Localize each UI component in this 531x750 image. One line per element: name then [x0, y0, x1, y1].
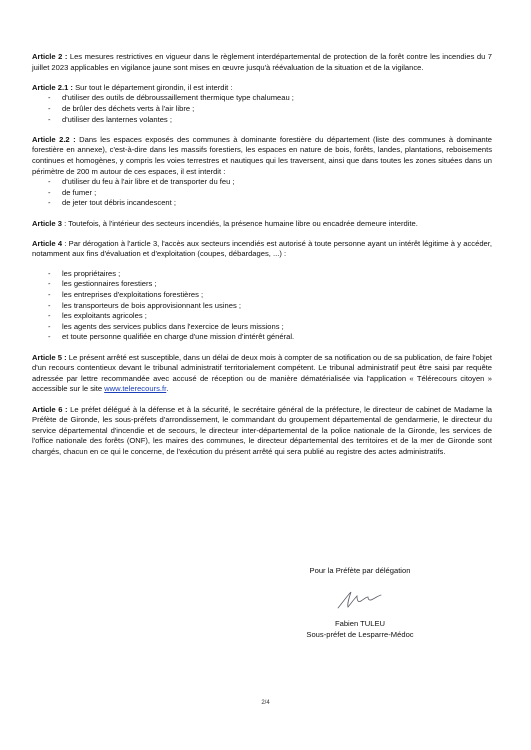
article-2-2-list	[32, 177, 492, 209]
list-item: - de fumer ;	[48, 188, 492, 199]
list-item: - d'utiliser du feu à l'air libre et de transporter du feu ;	[48, 177, 492, 188]
article-2-1	[32, 83, 492, 125]
list-item: - les gestionnaires forestiers ;	[48, 279, 492, 290]
document-body	[32, 52, 492, 467]
list-item: - de brûler des déchets verts à l'air libre ;	[48, 104, 492, 115]
article-5	[32, 353, 492, 395]
list-item: - de jeter tout débris incandescent ;	[48, 198, 492, 209]
list-item: - d'utiliser des lanternes volantes ;	[48, 115, 492, 126]
article-2-1-list	[32, 93, 492, 125]
list-item: - les transporteurs de bois approvisionnant les usines ;	[48, 301, 492, 312]
article-5-text: Le présent arrêté est susceptible, dans un délai de deux mois à compter de sa notification ou de sa publication, de faire l'objet d'un recours contentieux devant le tribunal administratif territorialement compétent. Le tribunal administratif peut être saisi par requête adressée par lettre recommandée avec accusé de réception ou de manière dématérialisée via l'application « Télérecours citoyen » accessible sur le site	[32, 352, 492, 394]
list-item: - les propriétaires ;	[48, 269, 492, 280]
article-5-tail: .	[166, 384, 169, 394]
article-2-1-text: Sur tout le département girondin, il est interdit :	[72, 82, 233, 92]
list-item: - les agents des services publics dans l'exercice de leurs missions ;	[48, 322, 492, 333]
article-2-2-label: Article 2.2 :	[32, 134, 76, 144]
signature-delegation: Pour la Préfète par délégation	[309, 566, 411, 575]
article-4-list	[32, 269, 492, 343]
article-4-label: Article 4	[32, 238, 63, 248]
article-5-label: Article 5 :	[32, 352, 67, 362]
signature-name: Fabien TULEU	[334, 619, 386, 628]
telerecours-link[interactable]: www.telerecours.fr	[104, 384, 167, 394]
signature-scribble	[335, 588, 385, 612]
article-2-1-label: Article 2.1 :	[32, 82, 73, 92]
article-6-text: Le préfet délégué à la défense et à la sécurité, le secrétaire général de la préfecture, le directeur de cabinet de Madame la Préfète de Gironde, les sous-préfets d'arrondissement, le commandant du groupement départemental de gendarmerie, le directeur du service départemental d'incendie et de secours, le directeur inter-départemental de la police nationale de la Gironde, les services de l'office nationale des forêts (ONF), les maires des communes, le directeur départemental des territoires et de la mer de Gironde sont chargés, chacun en ce qui le concerne, de l'exécution du présent arrêté qui sera publié au registre des actes administratifs.	[32, 404, 492, 456]
article-2	[32, 52, 492, 73]
article-3-label: Article 3	[32, 218, 62, 228]
page-number: 2/4	[261, 700, 270, 706]
article-3	[32, 219, 492, 230]
signature-title: Sous-préfet de Lesparre-Médoc	[306, 630, 414, 639]
list-item: - les entreprises d'exploitations forestières ;	[48, 290, 492, 301]
article-2-2-text: Dans les espaces exposés des communes à dominante forestière du département (liste des communes à dominante forestière en annexe), c'est-à-dire dans les massifs forestiers, les espaces en nature de bois, forêts, landes, plantations, reboisements continues et homogènes, y compris les voies terrestres et nautiques qui les traversent, ainsi que dans toutes les zones situées dans un périmètre de 200 m autour de ces espaces, il est interdit :	[32, 134, 492, 176]
list-item: - d'utiliser des outils de débroussaillement thermique type chalumeau ;	[48, 93, 492, 104]
article-6-label: Article 6 :	[32, 404, 68, 414]
list-item: - les exploitants agricoles ;	[48, 311, 492, 322]
list-item: - et toute personne qualifiée en charge d'une mission d'intérêt général.	[48, 332, 492, 343]
article-2-text: Les mesures restrictives en vigueur dans le règlement interdépartemental de protection de la forêt contre les incendies du 7 juillet 2023 applicables en vigilance jaune sont mises en œuvre jusqu'à réévaluation de la situation et de la vigilance.	[32, 52, 493, 72]
article-4-text: : Par dérogation à l'article 3, l'accès aux secteurs incendiés est autorisé à toute personne ayant un intérêt légitime à y accéder, notamment aux fins d'évaluation et d'exploitation (coupes, débardages, ...) :	[32, 238, 492, 259]
article-3-text: : Toutefois, à l'intérieur des secteurs incendiés, la présence humaine libre ou encadrée demeure interdite.	[61, 218, 418, 228]
article-2-2	[32, 135, 492, 209]
article-6	[32, 405, 492, 458]
article-2-label: Article 2 :	[32, 52, 68, 61]
article-4	[32, 239, 492, 343]
